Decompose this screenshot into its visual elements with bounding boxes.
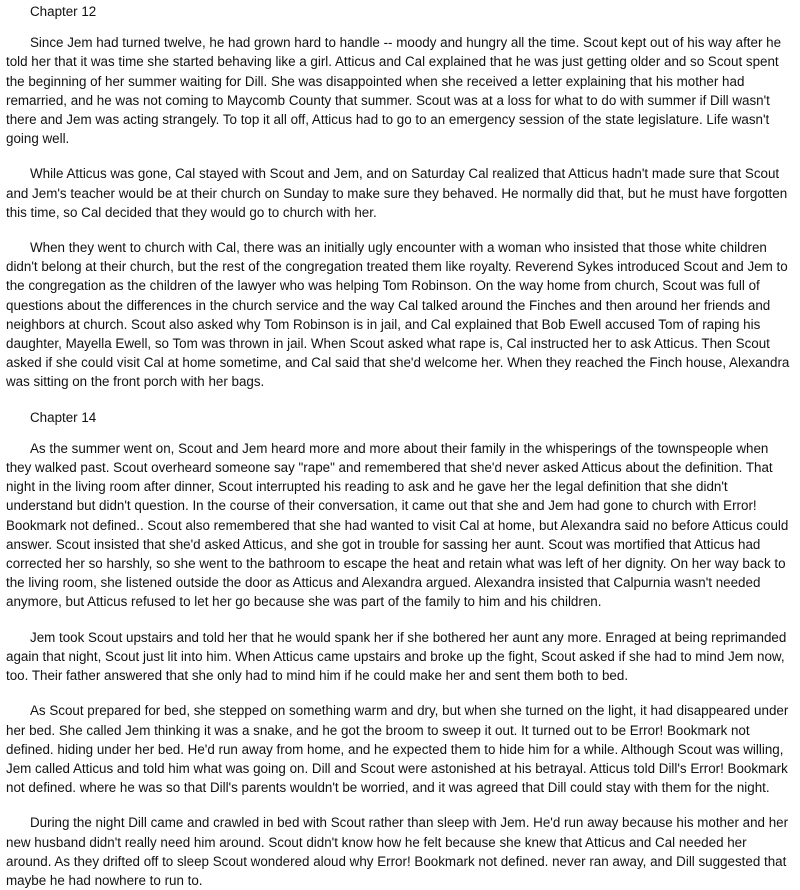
chapter-14-paragraph-3: As Scout prepared for bed, she stepped on something warm and dry, but when she turned on the light, it had disappeared under her bed. She called Jem thinking it was a snake, and he got the broom to sweep it out. It turned out to be Error! Bookmark not defined. hiding under her bed. He'd run away from home, and he expected them to hide him for a while. Although Scout was willing, Jem called Atticus and told him what was going on. Dill and Scout were astonished at his betrayal. Atticus told Dill's Error! Bookmark not defined. where he was so that Dill's parents wouldn't be worried, and it was agreed that Dill could stay with them for the night. (6, 703, 789, 796)
chapter-14-paragraph-1: As the summer went on, Scout and Jem heard more and more about their family in the whisperings of the townspeople when they walked past. Scout overheard someone say "rape" and remembered that she'd never asked Atticus about the definition. That night in the living room after dinner, Scout interrupted his reading to ask and he gave her the legal definition that she didn't understand but didn't question. In the course of their conversation, it came out that she and Jem had gone to church with Error! Bookmark not defined.. Scout also remembered that she had wanted to visit Cal at home, but Alexandra said no before Atticus could answer. Scout insisted that she'd asked Atticus, and she got in trouble for sassing her aunt. Scout was mortified that Atticus had corrected her so harshly, so she went to the bathroom to escape the heat and retain what was left of her dignity. On her way back to the living room, she listened outside the door as Atticus and Alexandra argued. Alexandra insisted that Calpurnia wasn't needed anymore, but Atticus refused to let her go because she was part of the family to him and his children. (6, 440, 789, 610)
chapter-12-paragraph-3: When they went to church with Cal, there was an initially ugly encounter with a woman who insisted that those white children didn't belong at their church, but the rest of the congregation treated them like royalty. Reverend Sykes introduced Scout and Jem to the congregation as the children of the lawyer who was helping Tom Robinson. On the way home from church, Scout was full of questions about the differences in the church service and the way Cal talked around the Finches and then around her friends and neighbors at church. Scout also asked why Tom Robinson is in jail, and Cal explained that Bob Ewell accused Tom of raping his daughter, Mayella Ewell, so Tom was thrown in jail. When Scout asked what rape is, Cal instructed her to ask Atticus. Then Scout asked if she could visit Cal at home sometime, and Cal said that she'd welcome her. When they reached the Finch house, Alexandra was sitting on the front porch with her bags. (6, 240, 790, 390)
chapter-12-paragraph-1: Since Jem had turned twelve, he had grown hard to handle -- moody and hungry all the time. Scout kept out of his way after he told her that it was time she started behaving like a girl. Atticus and Cal explained that he was just getting older and so Scout spent the beginning of her summer waiting for Dill. She was disappointed when she received a letter explaining that his mother had remarried, and he was not coming to Maycomb County that summer. Scout was at a loss for what to do with summer if Dill wasn't there and Jem was acting strangely. To top it all off, Atticus had to go to an emergency session of the state legislature. Life wasn't going well. (6, 35, 782, 147)
chapter-14-paragraph-2: Jem took Scout upstairs and told her that he would spank her if she bothered her aunt any more. Enraged at being reprimanded again that night, Scout just lit into him. When Atticus came upstairs and broke up the fight, Scout asked if she had to mind Jem now, too. Their father answered that she only had to mind him if he could make her and sent them both to bed. (6, 629, 787, 684)
chapter-12-heading: Chapter 12 (30, 4, 97, 19)
chapter-14-paragraph-4: During the night Dill came and crawled in bed with Scout rather than sleep with Jem. He'd run away because his mother and her new husband didn't really need him around. Scout didn't know how he felt because she knew that Atticus and Cal needed her around. As they drifted off to sleep Scout wondered aloud why Error! Bookmark not defined. never ran away, and Dill suggested that maybe he had nowhere to run to. (6, 815, 789, 888)
chapter-12-paragraph-2: While Atticus was gone, Cal stayed with Scout and Jem, and on Saturday Cal realized that Atticus hadn't made sure that Scout and Jem's teacher would be at their church on Sunday to make sure they behaved. He normally did that, but he must have forgotten this time, so Cal decided that they would go to church with her. (6, 166, 788, 220)
chapter-14-heading: Chapter 14 (30, 409, 97, 425)
